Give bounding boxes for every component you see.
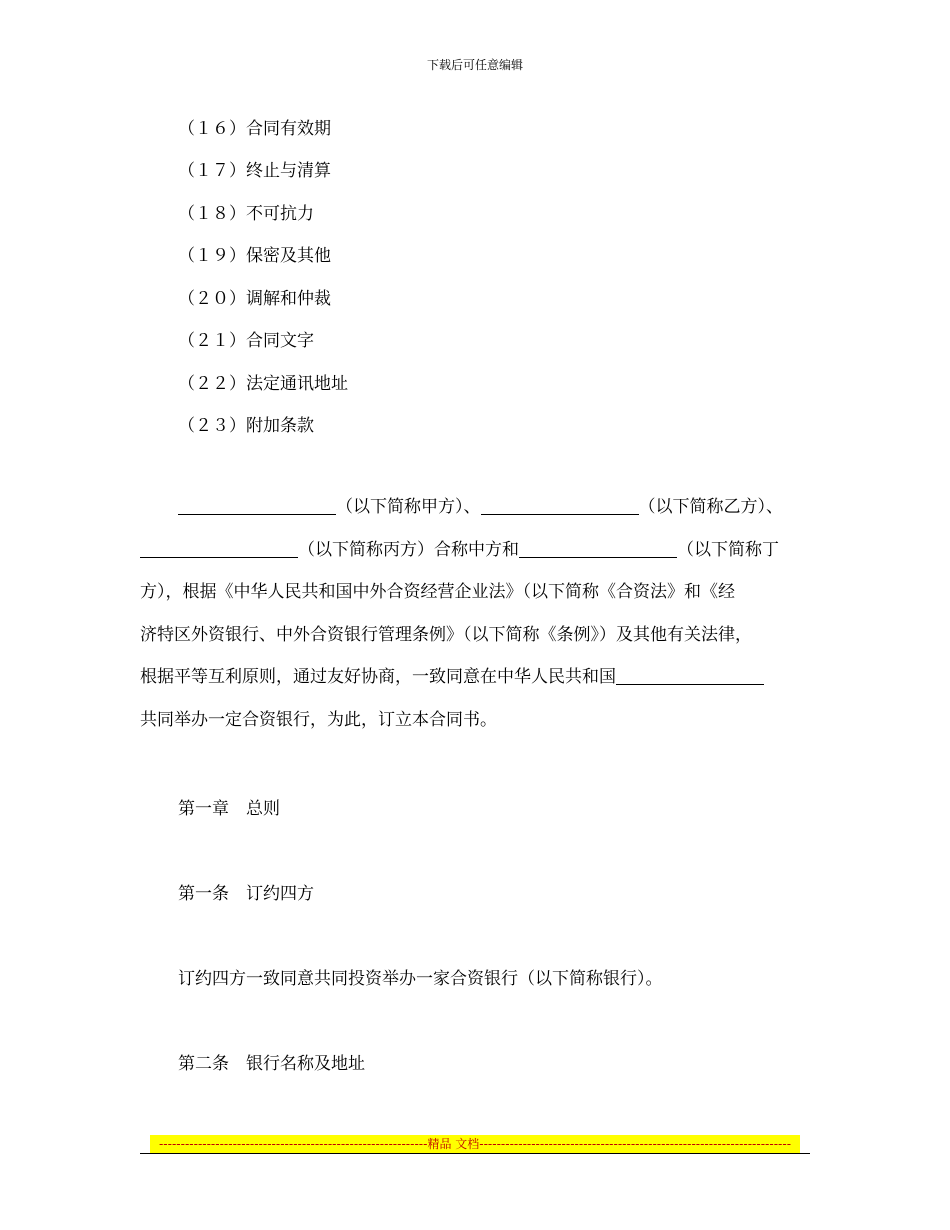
clause-17: （１７）终止与清算 (178, 161, 331, 181)
party-a-blank (178, 497, 336, 515)
preamble-row: 共同举办一定合资银行，为此，订立本合同书。 (140, 709, 497, 730)
clause-20: （２０）调解和仲裁 (178, 289, 331, 309)
party-b-blank (481, 497, 639, 515)
clause-21: （２１）合同文字 (178, 331, 314, 351)
article-1-body: 订约四方一致同意共同投资举办一家合资银行（以下简称银行）。 (178, 969, 663, 989)
preamble-row: 济特区外资银行、中外合资银行管理条例》（以下简称《条例》）及其他有关法律， (140, 624, 752, 645)
footer-rule (140, 1153, 810, 1154)
page-header: 下载后可任意编辑 (426, 58, 523, 72)
clause-22: （２２）法定通讯地址 (178, 374, 348, 394)
preamble-row: 方），根据《中华人民共和国中外合资经营企业法》（以下简称《合资法》和《经 (140, 582, 735, 602)
clause-16: （１６）合同有效期 (178, 119, 331, 139)
location-blank (616, 667, 764, 685)
preamble-row: （以下简称甲方）、 （以下简称乙方）、 (140, 486, 820, 529)
clause-23: （２３）附加条款 (178, 416, 314, 436)
chapter-title: 第一章 总则 (178, 799, 280, 819)
clause-19: （１９）保密及其他 (178, 246, 331, 266)
article-2-title: 第二条 银行名称及地址 (178, 1054, 365, 1074)
party-c-blank (140, 540, 298, 558)
preamble-row: 根据平等互利原则，通过友好协商，一致同意在中华人民共和国 (140, 656, 820, 699)
footer-banner: --------------------------------------------------------------精品 文档------------------------------------------------------------------------ (150, 1135, 800, 1153)
preamble-paragraph (140, 486, 820, 741)
article-1-title: 第一条 订约四方 (178, 884, 314, 904)
clause-18: （１８）不可抗力 (178, 204, 314, 224)
footer-label: 精品 文档 (427, 1137, 480, 1151)
party-d-blank (519, 540, 677, 558)
preamble-row: （以下简称丙方）合称中方和 （以下简称丁 (140, 529, 820, 572)
